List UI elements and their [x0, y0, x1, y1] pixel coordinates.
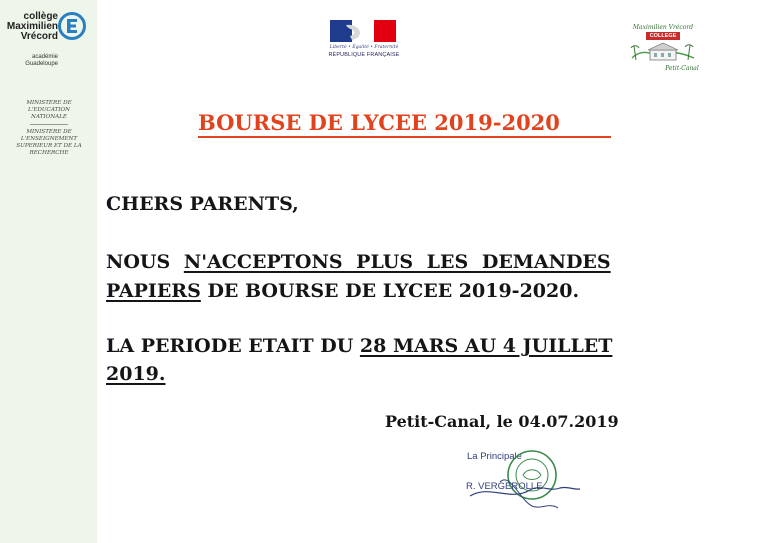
ministry-education: MINISTERE DE L'EDUCATION NATIONALE — [26, 100, 72, 120]
period-year: 2019. — [106, 363, 166, 385]
notice-line-2 — [106, 280, 706, 302]
academy-line-2: Guadeloupe — [25, 61, 58, 67]
emblem-place: Petit-Canal — [665, 65, 699, 72]
college-name-line-2: Maximilien — [6, 21, 58, 32]
academy-name — [6, 54, 58, 68]
college-name — [6, 12, 58, 42]
handwritten-signature-icon — [440, 462, 590, 522]
college-name-line-1: collège — [23, 11, 58, 22]
period-line-1 — [106, 335, 706, 357]
college-name-line-3: Vrécord — [20, 31, 58, 42]
college-logo — [6, 8, 94, 78]
period-dates: 28 MARS AU 4 JUILLET — [359, 335, 613, 357]
signer-name: R. VERGEROLLE — [466, 481, 543, 492]
academy-line-1: académie — [31, 54, 58, 60]
emblem-college-tag: COLLEGE — [646, 32, 680, 40]
school-building-icon — [630, 40, 696, 66]
greeting: CHERS PARENTS, — [106, 193, 299, 215]
emblem-arc-text: Maximilien Vrécord — [632, 24, 694, 31]
ministry-divider — [30, 124, 68, 125]
notice-prefix: NOUS — [106, 251, 184, 273]
republic-name: RÉPUBLIQUE FRANÇAISE — [328, 52, 400, 58]
place-and-date: Petit-Canal, le 04.07.2019 — [385, 412, 619, 431]
marianne-flag-icon — [330, 20, 396, 42]
republique-francaise-logo — [326, 20, 402, 65]
e-logo-icon — [58, 10, 86, 42]
period-prefix: LA PERIODE ETAIT DU — [106, 335, 360, 357]
college-emblem — [622, 24, 704, 76]
notice-emphasis-1: N'ACCEPTONS PLUS LES DEMANDES — [183, 251, 611, 273]
ministry-higher-education: MINISTERE DE L'ENSEIGNEMENT SUPERIEUR ET DE LA RECHERCHE — [16, 129, 82, 156]
notice-rest: DE BOURSE DE LYCEE 2019-2020. — [200, 280, 580, 302]
notice-emphasis-2: PAPIERS — [106, 280, 201, 302]
period-line-2 — [106, 363, 706, 385]
left-sidebar — [0, 0, 97, 543]
notice-line-1 — [106, 251, 706, 273]
title-underline — [198, 136, 611, 138]
republic-motto: Liberté • Égalité • Fraternité — [329, 45, 399, 50]
document-title: BOURSE DE LYCEE 2019-2020 — [198, 110, 560, 135]
signer-title: La Principale — [467, 451, 522, 462]
